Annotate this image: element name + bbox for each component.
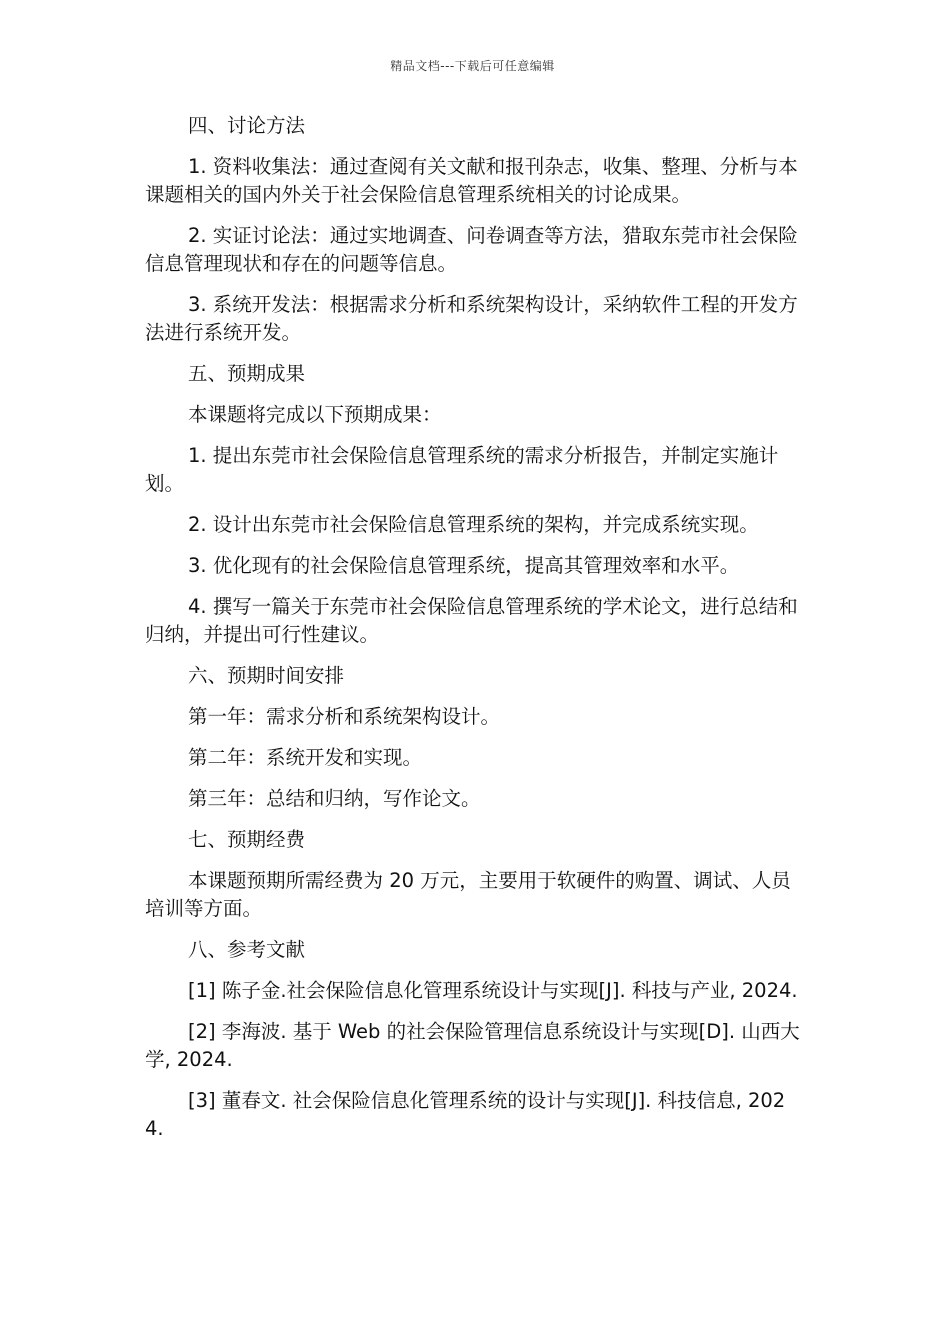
reference-1: [1] 陈子金.社会保险信息化管理系统设计与实现[J]. 科技与产业, 2024.	[188, 979, 798, 1002]
section-5-paragraph-1: 1. 提出东莞市社会保险信息管理系统的需求分析报告，并制定实施计划。	[145, 444, 779, 495]
reference-2: [2] 李海波. 基于 Web 的社会保险管理信息系统设计与实现[D]. 山西大学, 2024.	[145, 1020, 800, 1071]
section-4-paragraph-3: 3. 系统开发法：根据需求分析和系统架构设计，采纳软件工程的开发方法进行系统开发。	[145, 293, 798, 344]
section-4-paragraph-2: 2. 实证讨论法：通过实地调查、问卷调查等方法，猎取东莞市社会保险信息管理现状和存在的问题等信息。	[145, 224, 798, 275]
section-4-heading: 四、讨论方法	[188, 114, 306, 137]
section-5-heading: 五、预期成果	[188, 362, 306, 385]
section-6-paragraph-2: 第二年：系统开发和实现。	[188, 746, 423, 769]
page-header: 精品文档---下载后可任意编辑	[390, 59, 555, 73]
reference-3: [3] 董春文. 社会保险信息化管理系统的设计与实现[J]. 科技信息, 2024.	[145, 1089, 786, 1140]
section-8-heading: 八、参考文献	[188, 938, 306, 961]
section-5-paragraph-4: 4. 撰写一篇关于东莞市社会保险信息管理系统的学术论文，进行总结和归纳，并提出可行性建议。	[145, 595, 798, 646]
section-7-paragraph-1: 本课题预期所需经费为 20 万元，主要用于软硬件的购置、调试、人员培训等方面。	[145, 869, 791, 920]
section-5-intro: 本课题将完成以下预期成果：	[188, 403, 442, 426]
section-6-paragraph-3: 第三年：总结和归纳，写作论文。	[188, 787, 481, 810]
section-5-paragraph-3: 3. 优化现有的社会保险信息管理系统，提高其管理效率和水平。	[188, 554, 740, 577]
section-6-paragraph-1: 第一年：需求分析和系统架构设计。	[188, 705, 501, 728]
section-4-paragraph-1: 1. 资料收集法：通过查阅有关文献和报刊杂志，收集、整理、分析与本课题相关的国内外关于社会保险信息管理系统相关的讨论成果。	[145, 155, 798, 206]
section-7-heading: 七、预期经费	[188, 828, 306, 851]
section-6-heading: 六、预期时间安排	[188, 664, 345, 687]
section-5-paragraph-2: 2. 设计出东莞市社会保险信息管理系统的架构，并完成系统实现。	[188, 513, 759, 536]
